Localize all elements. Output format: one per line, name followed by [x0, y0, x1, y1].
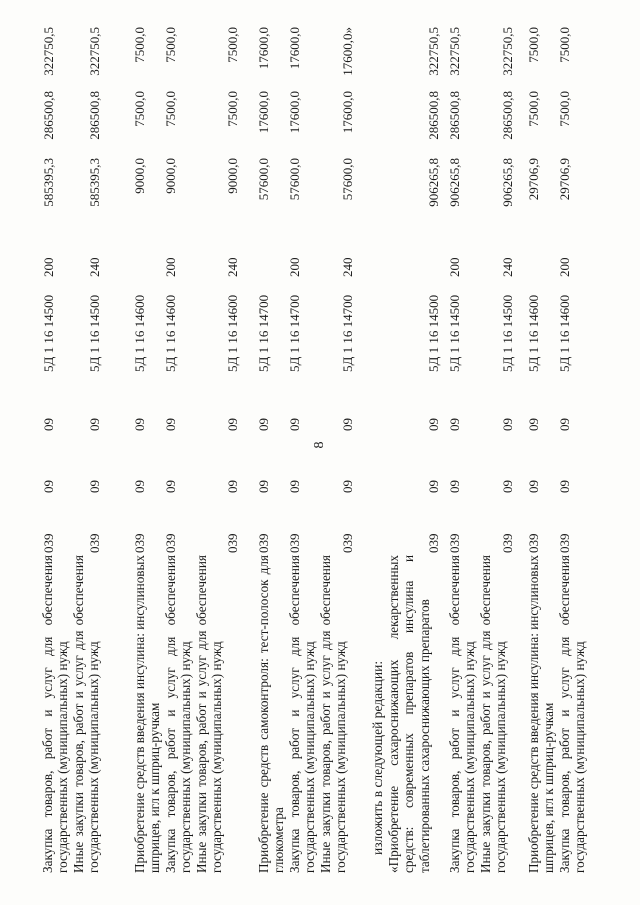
amount-year-3: 322750,5 — [500, 27, 515, 76]
amount-year-1: 29706,9 — [526, 158, 541, 201]
ved-code: 039 — [447, 533, 462, 553]
amount-year-1: 906265,8 — [447, 158, 462, 207]
ved-code: 039 — [287, 533, 302, 553]
row-description: Закупка товаров, работ и услуг для обеспечения государственных (муниципальных) нужд — [163, 555, 194, 873]
amount-year-1: 585395,3 — [41, 158, 56, 207]
target-article-code: 5Д 1 16 14600 — [132, 294, 147, 372]
expense-type-code: 200 — [41, 257, 56, 277]
instruction-text: изложить в следующей редакции: — [370, 660, 385, 855]
expense-type-code: 240 — [500, 257, 515, 277]
subsection-code: 09 — [163, 418, 178, 431]
row-description: Закупка товаров, работ и услуг для обеспечения государственных (муниципальных) нужд — [557, 555, 588, 873]
amount-year-3: 17600,0 — [287, 27, 302, 70]
amount-year-3: 7500,0 — [225, 27, 240, 63]
subsection-code: 09 — [500, 418, 515, 431]
amount-year-1: 29706,9 — [557, 158, 572, 201]
amount-year-2: 7500,0 — [526, 91, 541, 127]
amount-year-2: 17600,0 — [256, 91, 271, 134]
section-code: 09 — [557, 480, 572, 493]
amount-year-2: 7500,0 — [163, 91, 178, 127]
ved-code: 039 — [526, 533, 541, 553]
amount-year-3: 17600,0» — [340, 27, 355, 76]
amount-year-3: 322750,5 — [41, 27, 56, 76]
amount-year-2: 286500,8 — [87, 91, 102, 140]
target-article-code: 5Д 1 16 14600 — [557, 294, 572, 372]
row-description: Приобретение средств введения инсулина: инсулиновых шприцев, игл к шприц-ручкам — [132, 555, 163, 873]
amount-year-3: 17600,0 — [256, 27, 271, 70]
amount-year-1: 57600,0 — [256, 158, 271, 201]
ved-code: 039 — [132, 533, 147, 553]
target-article-code: 5Д 1 16 14600 — [163, 294, 178, 372]
amount-year-1: 57600,0 — [287, 158, 302, 201]
subsection-code: 09 — [41, 418, 56, 431]
expense-type-code: 240 — [340, 257, 355, 277]
target-article-code: 5Д 1 16 14500 — [87, 294, 102, 372]
expense-type-code: 200 — [557, 257, 572, 277]
expense-type-code: 200 — [447, 257, 462, 277]
budget-table — [0, 13, 588, 893]
amount-year-2: 17600,0 — [340, 91, 355, 134]
row-description: «Приобретение сахароснижающих лекарственных средств: современных препаратов инсулина и таблетированных сахароснижающих препаратов — [386, 555, 432, 873]
amount-year-1: 9000,0 — [225, 158, 240, 194]
amount-year-1: 9000,0 — [132, 158, 147, 194]
amount-year-2: 286500,8 — [500, 91, 515, 140]
row-description: Иные закупки товаров, работ и услуг для обеспечения государственных (муниципальных) нужд — [194, 555, 225, 873]
subsection-code: 09 — [132, 418, 147, 431]
amount-year-1: 585395,3 — [87, 158, 102, 207]
ved-code: 039 — [500, 533, 515, 553]
target-article-code: 5Д 1 16 14500 — [447, 294, 462, 372]
row-description: Иные закупки товаров, работ и услуг для обеспечения государственных (муниципальных) нужд — [478, 555, 509, 873]
subsection-code: 09 — [526, 418, 541, 431]
amount-year-2: 286500,8 — [41, 91, 56, 140]
ved-code: 039 — [87, 533, 102, 553]
subsection-code: 09 — [287, 418, 302, 431]
section-code: 09 — [500, 480, 515, 493]
subsection-code: 09 — [87, 418, 102, 431]
ved-code: 039 — [225, 533, 240, 553]
section-code: 09 — [256, 480, 271, 493]
amount-year-2: 286500,8 — [447, 91, 462, 140]
target-article-code: 5Д 1 16 14500 — [41, 294, 56, 372]
expense-type-code: 240 — [87, 257, 102, 277]
amount-year-2: 17600,0 — [287, 91, 302, 134]
amount-year-2: 7500,0 — [557, 91, 572, 127]
section-code: 09 — [132, 480, 147, 493]
ved-code: 039 — [256, 533, 271, 553]
row-description: Закупка товаров, работ и услуг для обеспечения государственных (муниципальных) нужд — [447, 555, 478, 873]
page-number: 8 — [312, 441, 327, 449]
amount-year-1: 57600,0 — [340, 158, 355, 201]
subsection-code: 09 — [340, 418, 355, 431]
expense-type-code: 240 — [225, 257, 240, 277]
row-description: Закупка товаров, работ и услуг для обеспечения государственных (муниципальных) нужд — [287, 555, 318, 873]
row-description: Иные закупки товаров, работ и услуг для обеспечения государственных (муниципальных) нужд — [318, 555, 349, 873]
section-code: 09 — [447, 480, 462, 493]
section-code: 09 — [426, 480, 441, 493]
target-article-code: 5Д 1 16 14500 — [426, 294, 441, 372]
target-article-code: 5Д 1 16 14500 — [500, 294, 515, 372]
amount-year-1: 906265,8 — [426, 158, 441, 207]
amount-year-3: 7500,0 — [132, 27, 147, 63]
section-code: 09 — [287, 480, 302, 493]
target-article-code: 5Д 1 16 14600 — [526, 294, 541, 372]
subsection-code: 09 — [447, 418, 462, 431]
amount-year-3: 7500,0 — [526, 27, 541, 63]
subsection-code: 09 — [557, 418, 572, 431]
section-code: 09 — [41, 480, 56, 493]
amount-year-2: 7500,0 — [132, 91, 147, 127]
row-description: Иные закупки товаров, работ и услуг для обеспечения государственных (муниципальных) нужд — [71, 555, 102, 873]
target-article-code: 5Д 1 16 14600 — [225, 294, 240, 372]
section-code: 09 — [163, 480, 178, 493]
target-article-code: 5Д 1 16 14700 — [256, 294, 271, 372]
section-code: 09 — [87, 480, 102, 493]
amount-year-2: 7500,0 — [225, 91, 240, 127]
expense-type-code: 200 — [287, 257, 302, 277]
amount-year-2: 286500,8 — [426, 91, 441, 140]
subsection-code: 09 — [426, 418, 441, 431]
ved-code: 039 — [41, 533, 56, 553]
ved-code: 039 — [426, 533, 441, 553]
amount-year-1: 9000,0 — [163, 158, 178, 194]
section-code: 09 — [225, 480, 240, 493]
section-code: 09 — [526, 480, 541, 493]
amount-year-3: 322750,5 — [87, 27, 102, 76]
ved-code: 039 — [163, 533, 178, 553]
subsection-code: 09 — [256, 418, 271, 431]
ved-code: 039 — [557, 533, 572, 553]
row-description: Закупка товаров, работ и услуг для обеспечения государственных (муниципальных) нужд — [40, 555, 71, 873]
subsection-code: 09 — [225, 418, 240, 431]
amount-year-3: 7500,0 — [557, 27, 572, 63]
amount-year-3: 322750,5 — [447, 27, 462, 76]
row-description: Приобретение средств введения инсулина: инсулиновых шприцев, игл к шприц-ручкам — [526, 555, 557, 873]
amount-year-3: 322750,5 — [426, 27, 441, 76]
ved-code: 039 — [340, 533, 355, 553]
amount-year-1: 906265,8 — [500, 158, 515, 207]
target-article-code: 5Д 1 16 14700 — [340, 294, 355, 372]
section-code: 09 — [340, 480, 355, 493]
row-description: Приобретение средств самоконтроля: тест-полосок для глюкометра — [256, 555, 287, 873]
amount-year-3: 7500,0 — [163, 27, 178, 63]
target-article-code: 5Д 1 16 14700 — [287, 294, 302, 372]
expense-type-code: 200 — [163, 257, 178, 277]
